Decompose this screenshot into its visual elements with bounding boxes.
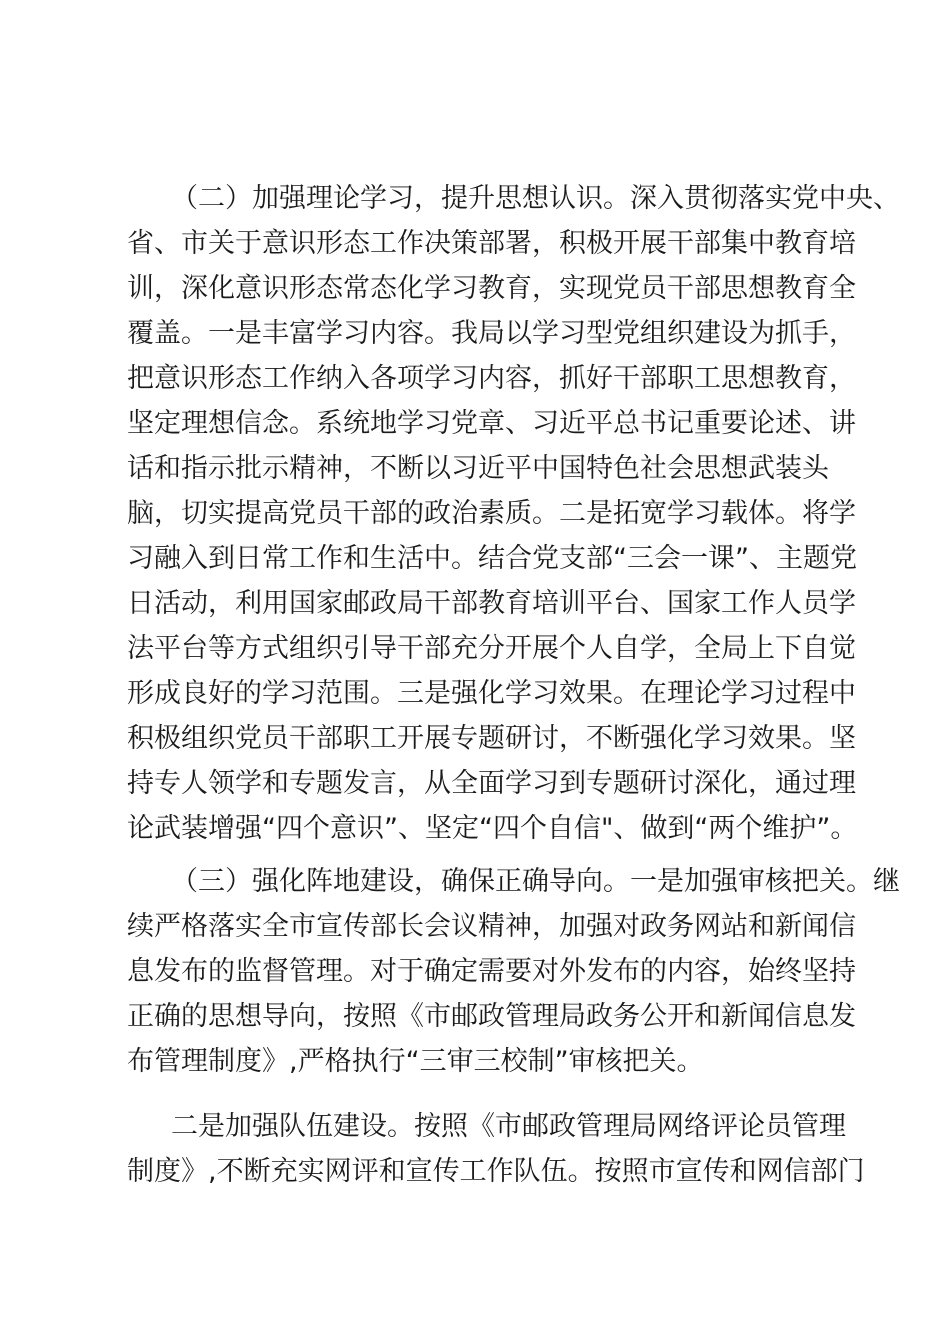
text-line: 积极组织党员干部职工开展专题研讨，不断强化学习效果。坚 — [127, 723, 856, 754]
text-line: 续严格落实全市宣传部长会议精神，加强对政务网站和新闻信 — [127, 911, 856, 942]
text-line: （二）加强理论学习，提升思想认识。深入贯彻落实党中央、 — [171, 183, 900, 214]
text-line: 省、市关于意识形态工作决策部署，积极开展干部集中教育培 — [127, 228, 856, 259]
paragraph-position-building — [127, 859, 900, 1084]
text-line: 论武装增强“四个意识”、坚定“四个自信"、做到“两个维护”。 — [127, 813, 858, 844]
text-line: 脑，切实提高党员干部的政治素质。二是拓宽学习载体。将学 — [127, 498, 856, 529]
text-line: 制度》,不断充实网评和宣传工作队伍。按照市宣传和网信部门 — [127, 1156, 865, 1187]
paragraph-team-building — [127, 1104, 865, 1194]
text-line: 形成良好的学习范围。三是强化学习效果。在理论学习过程中 — [127, 678, 856, 709]
text-line: 日活动，利用国家邮政局干部教育培训平台、国家工作人员学 — [127, 588, 856, 619]
text-line: 布管理制度》,严格执行“三审三校制”审核把关。 — [127, 1046, 704, 1077]
text-line: 坚定理想信念。系统地学习党章、习近平总书记重要论述、讲 — [127, 408, 856, 439]
text-line: 二是加强队伍建设。按照《市邮政管理局网络评论员管理 — [171, 1111, 846, 1142]
text-line: 训，深化意识形态常态化学习教育，实现党员干部思想教育全 — [127, 273, 856, 304]
text-line: 覆盖。一是丰富学习内容。我局以学习型党组织建设为抓手， — [127, 318, 856, 349]
text-line: 法平台等方式组织引导干部充分开展个人自学，全局上下自觉 — [127, 633, 856, 664]
text-line: 话和指示批示精神，不断以习近平中国特色社会思想武装头 — [127, 453, 829, 484]
text-line: （三）强化阵地建设，确保正确导向。一是加强审核把关。继 — [171, 866, 900, 897]
text-line: 息发布的监督管理。对于确定需要对外发布的内容，始终坚持 — [127, 956, 856, 987]
text-line: 习融入到日常工作和生活中。结合党支部“三会一课”、主题党 — [127, 543, 857, 574]
text-line: 把意识形态工作纳入各项学习内容，抓好干部职工思想教育， — [127, 363, 856, 394]
document-body — [127, 176, 900, 1194]
text-line: 正确的思想导向，按照《市邮政管理局政务公开和新闻信息发 — [127, 1001, 856, 1032]
paragraph-theory-study — [127, 176, 900, 851]
text-line: 持专人领学和专题发言，从全面学习到专题研讨深化，通过理 — [127, 768, 856, 799]
